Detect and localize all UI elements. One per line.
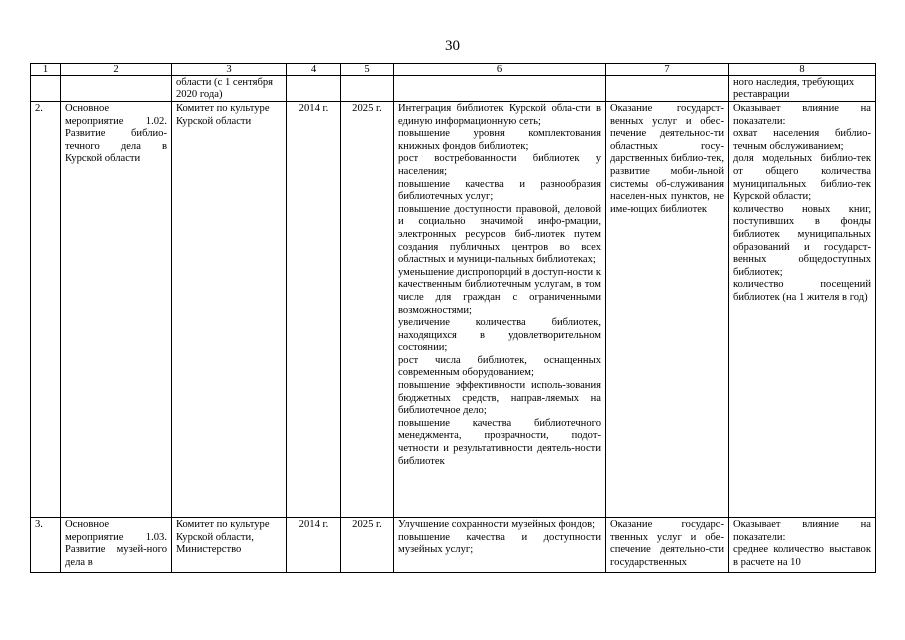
table-row xyxy=(31,102,876,518)
indicator-item: доля модельных библио-тек от общего количества муниципальных библио-тек Курской области; xyxy=(733,153,871,203)
column-number-header xyxy=(31,64,876,76)
event-name: Основное мероприятие 1.02. Развитие библио-течного дела в Курской области xyxy=(61,102,172,518)
end-year: 2025 г. xyxy=(341,518,394,573)
start-year: 2014 г. xyxy=(287,518,341,573)
col-header-2: 2 xyxy=(61,64,172,76)
result-item: рост востребованности библиотек у населения; xyxy=(398,153,601,177)
executor: Комитет по культуре Курской области xyxy=(172,102,287,518)
indicator-item: количество новых книг, поступивших в фонды библиотек муниципальных образований и государст-венных общедоступных библиотек; xyxy=(733,203,871,278)
expected-results xyxy=(394,518,606,573)
continuation-executor: области (с 1 сентября 2020 года) xyxy=(172,76,287,102)
indicator-item: охват населения библио-течным обслуживанием; xyxy=(733,128,871,152)
col-header-4: 4 xyxy=(287,64,341,76)
result-item: повышение эффективности исполь-зования бюджетных средств, направ-ляемых на библиотечное дело; xyxy=(398,380,601,417)
col-header-8: 8 xyxy=(729,64,876,76)
result-item: рост числа библиотек, оснащенных современным оборудованием; xyxy=(398,354,601,379)
continuation-indicators: ного наследия, требующих реставрации xyxy=(729,76,876,102)
start-year: 2014 г. xyxy=(287,102,341,518)
indicator-item: среднее количество выставок в расчете на 10 xyxy=(733,544,871,568)
continuation-row xyxy=(31,76,876,102)
indicator-item: Оказывает влияние на показатели: xyxy=(733,519,871,543)
result-item: Интеграция библиотек Курской обла-сти в единую информационную сеть; xyxy=(398,103,601,127)
row-number: 2. xyxy=(31,102,61,518)
end-year: 2025 г. xyxy=(341,102,394,518)
page-number: 30 xyxy=(445,38,460,54)
links-description: Оказание государс-твенных услуг и обе-спечение деятельно-сти государственных xyxy=(606,518,729,573)
col-header-6: 6 xyxy=(394,64,606,76)
result-item: повышение доступности правовой, деловой и социально значимой инфо-рмации, электронных ресурсов биб-лиотек путем создания публичных центров во всех областных и муници-пальных библиотеках; xyxy=(398,203,601,266)
result-item: Улучшение сохранности музейных фондов; xyxy=(398,519,596,530)
result-item: повышение уровня комплектования книжных фондов библиотек; xyxy=(398,128,601,152)
col-header-1: 1 xyxy=(31,64,61,76)
event-name: Основное мероприятие 1.03. Развитие музей-ного дела в xyxy=(61,518,172,573)
indicator-item: количество посещений библиотек (на 1 жителя в год) xyxy=(733,279,871,303)
result-item: повышение качества библиотечного менеджмента, прозрачности, подот-четности и результативности деятель-ности библиотек xyxy=(398,417,601,467)
program-table xyxy=(30,63,876,573)
result-item: уменьшение диспропорций в доступ-ности к качественным библиотечным услугам, в том числе для граждан с ограниченными возможностями; xyxy=(398,266,601,316)
row-number: 3. xyxy=(31,518,61,573)
result-item: увеличение количества библиотек, находящихся в удовлетворительном состоянии; xyxy=(398,317,601,354)
col-header-7: 7 xyxy=(606,64,729,76)
col-header-3: 3 xyxy=(172,64,287,76)
col-header-5: 5 xyxy=(341,64,394,76)
expected-results xyxy=(394,102,606,518)
executor: Комитет по культуре Курской области, Министерство xyxy=(172,518,287,573)
indicators xyxy=(729,102,876,518)
indicator-item: Оказывает влияние на показатели: xyxy=(733,103,871,127)
result-item: повышение качества и разнообразия библиотечных услуг; xyxy=(398,178,601,203)
links-description: Оказание государст-венных услуг и обес-печение деятельнос-ти областных госу-дарственных библио-тек, развитие моби-льной системы об-служивания населен-ных пунктов, не име-ющих библиотек xyxy=(606,102,729,518)
result-item: повышение качества и доступности музейных услуг; xyxy=(398,531,601,556)
indicators xyxy=(729,518,876,573)
table-row xyxy=(31,518,876,573)
